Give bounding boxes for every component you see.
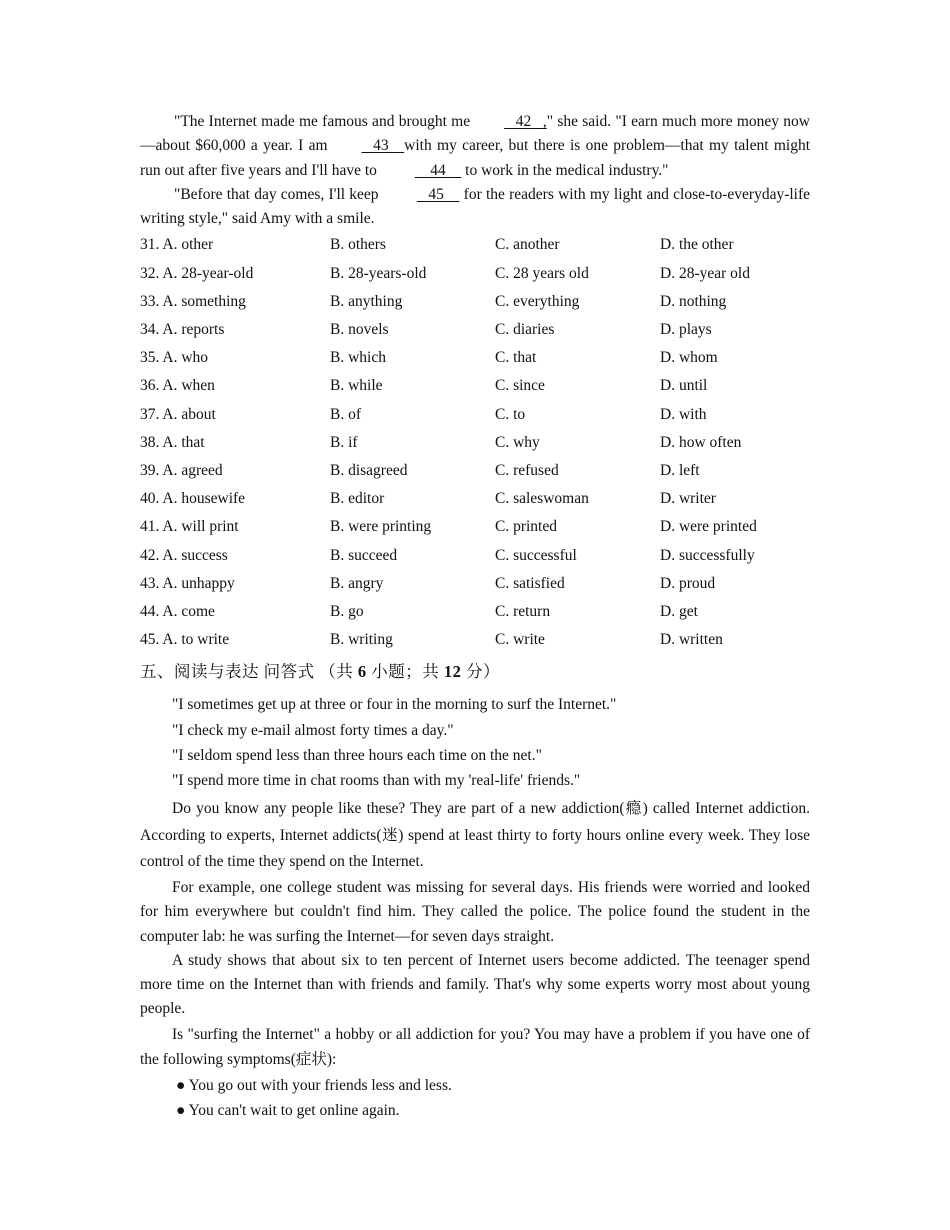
option-row bbox=[140, 570, 810, 598]
option-b: B. if bbox=[330, 433, 358, 451]
reading-paragraph-1: Do you know any people like these? They are part of a new addiction(瘾) called Internet addiction. According to experts, Internet addicts(迷) spend at least thirty to forty hours online every week. They lose control of the time they spend on the Internet. bbox=[140, 800, 810, 871]
option-a: 32. A. 28-year-old bbox=[140, 264, 254, 282]
option-d: D. the other bbox=[660, 236, 734, 254]
option-c: C. why bbox=[495, 433, 540, 451]
option-b: B. which bbox=[330, 349, 386, 367]
option-row bbox=[140, 485, 810, 513]
option-row bbox=[140, 372, 810, 400]
option-c: C. refused bbox=[495, 461, 559, 479]
option-row bbox=[140, 457, 810, 485]
option-c: C. that bbox=[495, 349, 537, 367]
option-b: B. of bbox=[330, 405, 361, 423]
quote-line: "I seldom spend less than three hours each time on the net." bbox=[172, 746, 542, 764]
blank-43: 43 bbox=[361, 137, 405, 155]
option-a: 43. A. unhappy bbox=[140, 574, 235, 592]
option-c: C. successful bbox=[495, 546, 577, 564]
blank-44: 44 bbox=[414, 161, 462, 179]
option-c: C. another bbox=[495, 236, 560, 254]
question-count: 6 bbox=[357, 662, 367, 682]
option-b: B. disagreed bbox=[330, 461, 408, 479]
option-d: D. plays bbox=[660, 321, 712, 339]
option-row bbox=[140, 513, 810, 541]
option-d: D. were printed bbox=[660, 518, 757, 536]
answer-options bbox=[140, 231, 810, 654]
section-heading-text: 五、阅读与表达 问答式 （共 bbox=[140, 662, 358, 682]
reading-paragraph-4: Is "surfing the Internet" a hobby or all addiction for you? You may have a problem if you have one of the following symptoms(症状): bbox=[140, 1025, 810, 1069]
reading-paragraph-2: For example, one college student was missing for several days. His friends were worried and looked for him everywhere but couldn't find him. They called the police. The police found the student in the computer lab: he was surfing the Internet—for seven days straight. bbox=[140, 878, 810, 945]
passage-text: with my career, but there is one problem—that my talent might run out after five years and I'll have to bbox=[140, 137, 811, 179]
quote-line: "I spend more time in chat rooms than with my 'real-life' friends." bbox=[172, 772, 581, 790]
section-heading-text: 分） bbox=[461, 662, 500, 682]
option-d: D. with bbox=[660, 405, 707, 423]
option-c: C. printed bbox=[495, 518, 557, 536]
blank-42: 42 , bbox=[504, 113, 547, 130]
passage-paragraph-1 bbox=[140, 110, 810, 183]
symptom-bullet: ● You can't wait to get online again. bbox=[176, 1101, 400, 1119]
symptom-bullet: ● You go out with your friends less and less. bbox=[176, 1076, 452, 1094]
reading-paragraph-3: A study shows that about six to ten percent of Internet users become addicted. The teenager spend more time on the Internet than with friends and family. That's why some experts worry most about young people. bbox=[140, 951, 810, 1018]
option-a: 39. A. agreed bbox=[140, 461, 223, 479]
option-row bbox=[140, 344, 810, 372]
option-row bbox=[140, 401, 810, 429]
option-c: C. satisfied bbox=[495, 574, 565, 592]
option-b: B. while bbox=[330, 377, 383, 395]
option-b: B. were printing bbox=[330, 518, 432, 536]
option-d: D. nothing bbox=[660, 292, 727, 310]
option-row bbox=[140, 288, 810, 316]
option-d: D. until bbox=[660, 377, 708, 395]
exam-page bbox=[140, 110, 810, 1123]
option-c: C. to bbox=[495, 405, 526, 423]
option-a: 38. A. that bbox=[140, 433, 205, 451]
point-total: 12 bbox=[443, 662, 462, 682]
option-b: B. others bbox=[330, 236, 386, 254]
option-d: D. left bbox=[660, 461, 700, 479]
option-b: B. writing bbox=[330, 631, 393, 649]
passage-text: to work in the medical industry." bbox=[465, 161, 669, 179]
option-a: 36. A. when bbox=[140, 377, 215, 395]
option-c: C. since bbox=[495, 377, 545, 395]
quote-line: "I check my e-mail almost forty times a day." bbox=[172, 721, 454, 739]
option-b: B. go bbox=[330, 602, 364, 620]
passage-text: for the readers with my light and close-to-everyday-life writing style," said Amy with a smile. bbox=[140, 185, 811, 228]
passage-text: "The Internet made me famous and brought me bbox=[174, 113, 471, 130]
option-a: 45. A. to write bbox=[140, 631, 230, 649]
option-c: C. write bbox=[495, 631, 545, 649]
option-d: D. 28-year old bbox=[660, 264, 750, 282]
option-a: 35. A. who bbox=[140, 349, 209, 367]
option-d: D. written bbox=[660, 631, 723, 649]
option-a: 42. A. success bbox=[140, 546, 228, 564]
option-a: 31. A. other bbox=[140, 236, 214, 254]
option-row bbox=[140, 231, 810, 259]
option-d: D. successfully bbox=[660, 546, 755, 564]
option-row bbox=[140, 260, 810, 288]
option-d: D. how often bbox=[660, 433, 742, 451]
option-d: D. get bbox=[660, 602, 698, 620]
option-b: B. novels bbox=[330, 321, 389, 339]
option-row bbox=[140, 316, 810, 344]
passage-paragraph-2 bbox=[140, 183, 810, 232]
option-c: C. everything bbox=[495, 292, 580, 310]
option-d: D. writer bbox=[660, 490, 716, 508]
quotes-block bbox=[140, 693, 810, 793]
option-c: C. diaries bbox=[495, 321, 555, 339]
option-a: 34. A. reports bbox=[140, 321, 225, 339]
option-a: 37. A. about bbox=[140, 405, 216, 423]
quote-line: "I sometimes get up at three or four in the morning to surf the Internet." bbox=[172, 696, 617, 714]
option-c: C. return bbox=[495, 602, 551, 620]
option-b: B. anything bbox=[330, 292, 403, 310]
option-d: D. proud bbox=[660, 574, 716, 592]
option-b: B. angry bbox=[330, 574, 384, 592]
option-b: B. editor bbox=[330, 490, 385, 508]
blank-45: 45 bbox=[416, 185, 460, 203]
option-row bbox=[140, 542, 810, 570]
option-c: C. 28 years old bbox=[495, 264, 589, 282]
passage-text: "Before that day comes, I'll keep bbox=[174, 185, 379, 203]
option-a: 41. A. will print bbox=[140, 518, 239, 536]
passage-text: " she said. "I earn much more money now—about $60,000 a year. I am bbox=[140, 113, 810, 155]
option-a: 44. A. come bbox=[140, 602, 215, 620]
option-d: D. whom bbox=[660, 349, 718, 367]
option-c: C. saleswoman bbox=[495, 490, 589, 508]
option-row bbox=[140, 626, 810, 654]
section-heading-text: 小题；共 bbox=[366, 662, 444, 682]
option-row bbox=[140, 429, 810, 457]
option-row bbox=[140, 598, 810, 626]
option-a: 33. A. something bbox=[140, 292, 246, 310]
option-a: 40. A. housewife bbox=[140, 490, 246, 508]
option-b: B. 28-years-old bbox=[330, 264, 427, 282]
option-b: B. succeed bbox=[330, 546, 398, 564]
section-heading bbox=[140, 657, 810, 687]
